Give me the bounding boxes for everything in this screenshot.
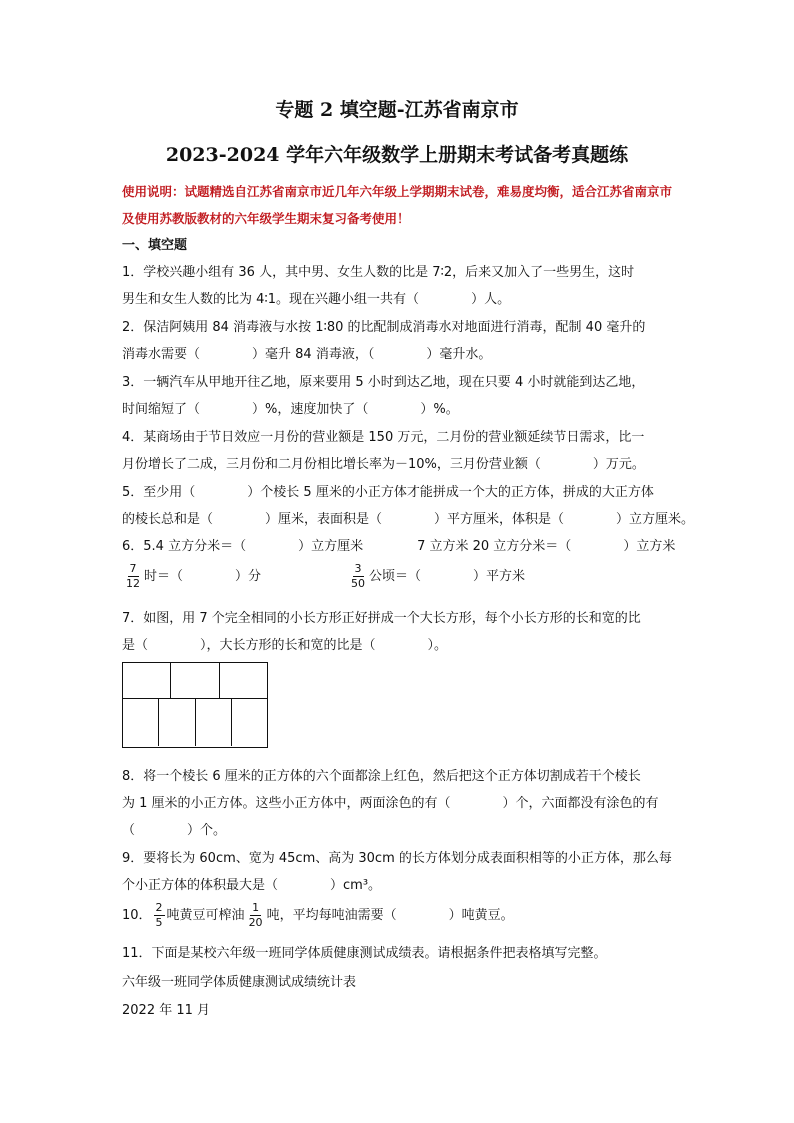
diagram-top-row [123, 663, 267, 699]
q9-line2 [122, 874, 381, 893]
q7-line1: 7．如图，用 7 个完全相同的小长方形正好拼成一个大长方形，每个小长方形的长和宽的比 [122, 611, 641, 626]
q6-text-3: ）立方米 [623, 539, 676, 554]
q6-fraction-2 [349, 562, 367, 591]
q9-text: 个小正方体的体积最大是（ [122, 878, 279, 893]
q10-frac2-denominator: 20 [248, 916, 263, 929]
q4-text: 月份增长了二成，三月份和二月份相比增长率为－10%，三月份营业额（ [122, 457, 541, 472]
q8-text-mid: ）个，六面都没有涂色的有 [502, 796, 659, 811]
small-rectangle [159, 699, 195, 746]
q6-text-6: 公顷＝（ [369, 569, 422, 584]
q1-text: 男生和女生人数的比为 4∶1。现在兴趣小组一共有（ [122, 292, 420, 307]
q6-line2 [122, 562, 525, 591]
q6-line1 [122, 535, 675, 554]
q5-text-4: ）平方厘米，体积是（ [434, 512, 565, 527]
q6-frac1-numerator: 7 [129, 562, 137, 575]
q9-text-end: ）cm³。 [330, 878, 382, 893]
title-line-2: 2023-2024 学年六年级数学上册期末考试备考真题练 [165, 144, 629, 166]
q10-line1 [122, 901, 514, 930]
q10-number: 10． [122, 908, 152, 923]
q11-line1: 11．下面是某校六年级一班同学体质健康测试成绩表。请根据条件把表格填写完整。 [122, 946, 607, 961]
small-rectangle [123, 663, 171, 698]
q4-text-end: ）万元。 [592, 457, 645, 472]
q6-fraction-1 [124, 562, 142, 591]
q10-text-end: ）吨黄豆。 [448, 908, 514, 923]
q2-text-mid: ）毫升 84 消毒液，（ [252, 347, 375, 362]
q8-line1: 8．将一个棱长 6 厘米的正方体的六个面都涂上红色，然后把这个正方体切割成若干个棱长 [122, 769, 641, 784]
q8-text-end: ）个。 [187, 823, 227, 838]
q7-line2 [122, 634, 447, 653]
q5-text-mid: ）个棱长 5 厘米的小正方体才能拼成一个大的正方体，拼成的大正方体 [247, 485, 654, 500]
q6-frac2-numerator: 3 [354, 562, 362, 575]
q5-line1 [122, 481, 654, 500]
q2-line1: 2．保洁阿姨用 84 消毒液与水按 1∶80 的比配制成消毒水对地面进行消毒，配制 40 毫升的 [122, 320, 646, 335]
q8-text: 为 1 厘米的小正方体。这些小正方体中，两面涂色的有（ [122, 796, 451, 811]
section-heading: 一、填空题 [122, 238, 188, 253]
rectangle-diagram [122, 662, 268, 748]
q11-date: 2022 年 11 月 [122, 1003, 211, 1018]
q4-line1: 4．某商场由于节日效应一月份的营业额是 150 万元，二月份的营业额延续节日需求，比一 [122, 430, 645, 445]
q5-text-2: 的棱长总和是（ [122, 512, 214, 527]
q10-frac1-denominator: 5 [155, 916, 163, 929]
q3-line2 [122, 398, 459, 417]
q1-line2 [122, 288, 510, 307]
q8-line2 [122, 792, 659, 811]
q6-text-2: 7 立方米 20 立方分米＝（ [417, 539, 572, 554]
q10-text-mid: 吨，平均每吨油需要（ [266, 908, 397, 923]
q8-text-2: （ [122, 823, 136, 838]
q6-text-mid: ）立方厘米 [298, 539, 364, 554]
q7-text-end: ）。 [427, 638, 448, 653]
q3-text: 时间缩短了（ [122, 402, 201, 417]
q2-text-end: ）毫升水。 [426, 347, 492, 362]
q3-text-end: ）%。 [420, 402, 459, 417]
q1-line1: 1．学校兴趣小组有 36 人，其中男、女生人数的比是 7∶2，后来又加入了一些男生，这时 [122, 265, 635, 280]
diagram-bottom-row [123, 699, 267, 746]
q6-frac2-denominator: 50 [351, 577, 366, 590]
q3-text-mid: ）%，速度加快了（ [252, 402, 369, 417]
q7-text-mid: ），大长方形的长和宽的比是（ [200, 638, 376, 653]
q5-text-3: ）厘米，表面积是（ [265, 512, 383, 527]
q11-table-title: 六年级一班同学体质健康测试成绩统计表 [122, 975, 357, 990]
q6-frac1-denominator: 12 [126, 577, 140, 590]
q9-line1: 9．要将长为 60cm、宽为 45cm、高为 30cm 的长方体划分成表面积相等的小正方体，那么每 [122, 851, 672, 866]
q1-text-end: ）人。 [471, 292, 511, 307]
q6-text-end: ）平方米 [473, 569, 526, 584]
q10-fraction-2 [247, 901, 265, 930]
q7-text: 是（ [122, 638, 149, 653]
q10-frac2-numerator: 1 [252, 901, 260, 914]
small-rectangle [232, 699, 267, 746]
q5-line2 [122, 508, 694, 527]
small-rectangle [196, 699, 232, 746]
q6-text: 6．5.4 立方分米＝（ [122, 539, 247, 554]
q5-text-end: ）立方厘米。 [616, 512, 695, 527]
q4-line2 [122, 453, 645, 472]
q6-text-5: ）分 [235, 569, 262, 584]
q2-line2 [122, 343, 491, 362]
q6-text-4: 时＝（ [144, 569, 184, 584]
small-rectangle [220, 663, 267, 698]
title-line-1: 专题 2 填空题-江苏省南京市 [275, 99, 519, 121]
q2-text: 消毒水需要（ [122, 347, 201, 362]
small-rectangle [171, 663, 219, 698]
small-rectangle [123, 699, 159, 746]
usage-note: 使用说明：试题精选自江苏省南京市近几年六年级上学期期末试卷，难易度均衡，适合江苏省南京市及使用苏教版教材的六年级学生期末复习备考使用！ [122, 184, 673, 226]
q10-fraction-1 [154, 901, 165, 930]
q5-text: 5．至少用（ [122, 485, 196, 500]
q8-line3 [122, 819, 226, 838]
q3-line1: 3．一辆汽车从甲地开往乙地，原来要用 5 小时到达乙地，现在只要 4 小时就能到达乙地， [122, 375, 645, 390]
q10-text: 吨黄豆可榨油 [166, 908, 245, 923]
q10-frac1-numerator: 2 [155, 901, 163, 914]
